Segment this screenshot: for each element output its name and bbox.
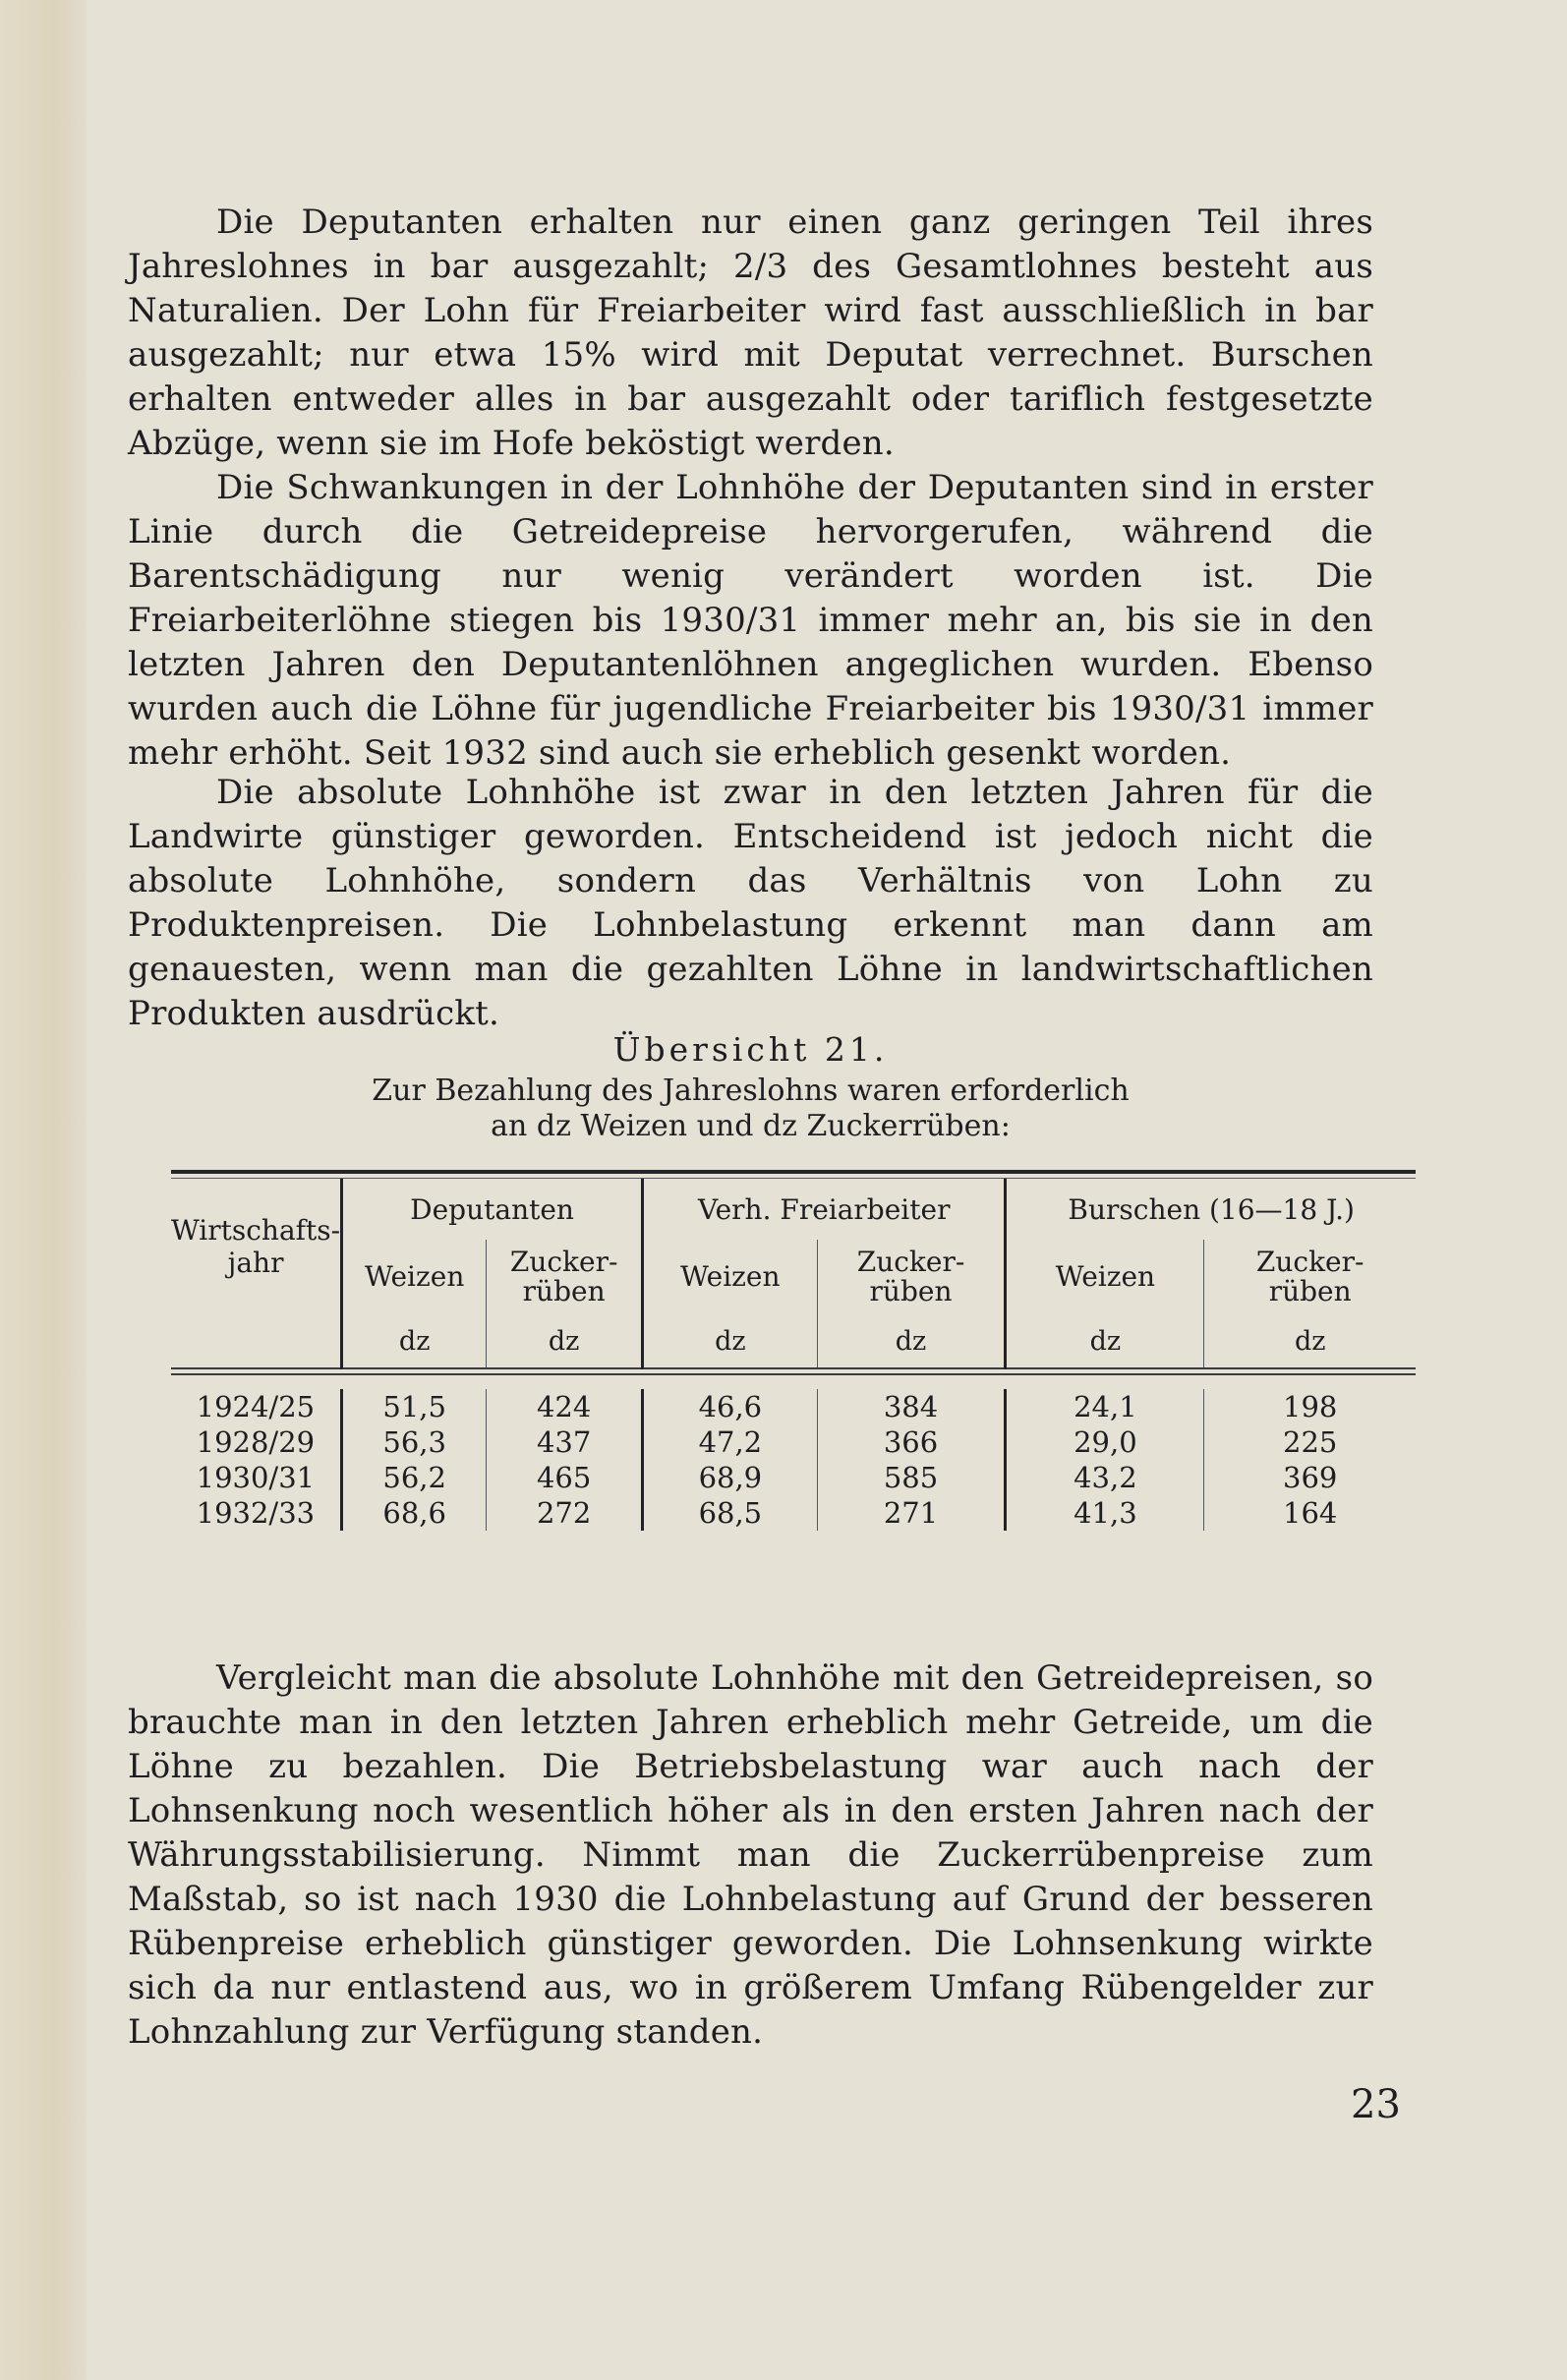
cell-weizen: 51,5	[342, 1389, 487, 1424]
table-subtitle	[128, 1074, 1373, 1144]
book-gutter	[0, 0, 88, 2380]
header-unit: dz	[1006, 1314, 1204, 1368]
paragraph-text: Vergleicht man die absolute Lohnhöhe mit den Getreidepreisen, so brauchte man in den letzten Jahren erheblich mehr Getreide, um die Löhne zu bezahlen. Die Betriebsbelastung war auch nach der Lohnsenkung noch wesentlich höher als in den ersten Jahren nach der Währungsstabilisierung. Nimmt man die Zuckerrübenpreise zum Maßstab, so ist nach 1930 die Lohnbelastung auf Grund der besseren Rübenpreise erheblich günstiger geworden. Die Lohnsenkung wirkte sich da nur entlastend aus, wo in größerem Umfang Rübengelder zur Lohnzahlung zur Verfügung standen.	[128, 1658, 1373, 2052]
table-title: Übersicht 21.	[612, 1030, 889, 1069]
header-year-line-1: Wirtschafts-	[171, 1214, 341, 1247]
header-year	[171, 1179, 342, 1314]
table-body	[171, 1389, 1416, 1531]
header-weizen: Weizen	[342, 1240, 487, 1314]
paragraph-1	[128, 201, 1373, 466]
header-year-line-2: jahr	[227, 1247, 284, 1279]
header-zuckerrueben	[1204, 1240, 1416, 1314]
header-weizen: Weizen	[1006, 1240, 1204, 1314]
header-zucker-line-2: rüben	[869, 1275, 953, 1307]
cell-weizen: 24,1	[1006, 1389, 1204, 1424]
cell-zuckerrueben: 369	[1204, 1460, 1416, 1495]
table-subtitle-line-1: Zur Bezahlung des Jahreslohns waren erforderlich	[372, 1074, 1130, 1108]
cell-zuckerrueben: 272	[487, 1495, 643, 1531]
header-group-burschen: Burschen (16—18 J.)	[1006, 1179, 1416, 1240]
header-unit: dz	[817, 1314, 1006, 1368]
paragraph-text: Die Schwankungen in der Lohnhöhe der Deputanten sind in erster Linie durch die Getreidepreise hervorgerufen, während die Barentschädigung nur wenig verändert worden ist. Die Freiarbeiterlöhne stiegen bis 1930/31 immer mehr an, bis sie in den letzten Jahren den Deputantenlöhnen angeglichen wurden. Ebenso wurden auch die Löhne für jugendliche Freiarbeiter bis 1930/31 immer mehr erhöht. Seit 1932 sind auch sie erheblich gesenkt worden.	[128, 468, 1373, 773]
header-unit: dz	[643, 1314, 818, 1368]
cell-zuckerrueben: 164	[1204, 1495, 1416, 1531]
cell-zuckerrueben: 465	[487, 1460, 643, 1495]
cell-year: 1932/33	[196, 1496, 316, 1530]
cell-year: 1928/29	[196, 1425, 316, 1459]
cell-weizen: 68,9	[643, 1460, 818, 1495]
cell-weizen: 68,6	[342, 1495, 487, 1531]
paragraph-2	[128, 466, 1373, 776]
header-zucker-line-1: Zucker-	[509, 1246, 618, 1278]
header-zucker-line-2: rüben	[522, 1275, 606, 1307]
header-zucker-line-1: Zucker-	[856, 1246, 965, 1278]
header-unit: dz	[487, 1314, 643, 1368]
cell-weizen: 68,5	[643, 1495, 818, 1531]
cell-weizen: 43,2	[1006, 1460, 1204, 1495]
cell-zuckerrueben: 424	[487, 1389, 643, 1424]
data-table	[171, 1170, 1416, 1531]
cell-zuckerrueben: 198	[1204, 1389, 1416, 1424]
cell-weizen: 56,3	[342, 1424, 487, 1460]
book-page	[87, 0, 1567, 2380]
paragraph-4	[128, 1656, 1373, 2055]
cell-weizen: 41,3	[1006, 1495, 1204, 1531]
header-weizen: Weizen	[643, 1240, 818, 1314]
header-zuckerrueben	[817, 1240, 1006, 1314]
cell-zuckerrueben: 225	[1204, 1424, 1416, 1460]
cell-year: 1924/25	[196, 1390, 316, 1423]
table-row	[171, 1424, 1416, 1460]
header-double-rule	[171, 1374, 1416, 1389]
cell-weizen: 46,6	[643, 1389, 818, 1424]
paragraph-text: Die Deputanten erhalten nur einen ganz geringen Teil ihres Jahreslohnes in bar ausgezahlt; 2/3 des Gesamtlohnes besteht aus Naturalien. Der Lohn für Freiarbeiter wird fast ausschließlich in bar ausgezahlt; nur etwa 15% wird mit Deputat verrechnet. Burschen erhalten entweder alles in bar ausgezahlt oder tariflich festgesetzte Abzüge, wenn sie im Hofe beköstigt werden.	[128, 203, 1373, 463]
cell-year: 1930/31	[196, 1461, 316, 1494]
table-row	[171, 1495, 1416, 1531]
paragraph-3	[128, 771, 1373, 1036]
table-row	[171, 1389, 1416, 1424]
table-row	[171, 1460, 1416, 1495]
cell-weizen: 47,2	[643, 1424, 818, 1460]
header-zucker-line-1: Zucker-	[1255, 1246, 1364, 1278]
header-unit: dz	[342, 1314, 487, 1368]
cell-zuckerrueben: 366	[817, 1424, 1006, 1460]
cell-zuckerrueben: 585	[817, 1460, 1006, 1495]
paragraph-text: Die absolute Lohnhöhe ist zwar in den letzten Jahren für die Landwirte günstiger geworden. Entscheidend ist jedoch nicht die absolute Lohnhöhe, sondern das Verhältnis von Lohn zu Produktenpreisen. Die Lohnbelastung erkennt man dann am genauesten, wenn man die gezahlten Löhne in landwirtschaftlichen Produkten ausdrückt.	[128, 773, 1373, 1033]
header-unit: dz	[1204, 1314, 1416, 1368]
cell-weizen: 56,2	[342, 1460, 487, 1495]
cell-zuckerrueben: 437	[487, 1424, 643, 1460]
cell-zuckerrueben: 271	[817, 1495, 1006, 1531]
header-group-freiarbeiter: Verh. Freiarbeiter	[643, 1179, 1006, 1240]
cell-weizen: 29,0	[1006, 1424, 1204, 1460]
page-number: 23	[1351, 2082, 1401, 2127]
header-unit-empty	[171, 1314, 342, 1368]
header-group-deputanten: Deputanten	[342, 1179, 643, 1240]
table-top-rule	[171, 1170, 1416, 1174]
cell-zuckerrueben: 384	[817, 1389, 1006, 1424]
header-zuckerrueben	[487, 1240, 643, 1314]
table-subtitle-line-2: an dz Weizen und dz Zuckerrüben:	[491, 1109, 1011, 1143]
header-zucker-line-2: rüben	[1268, 1275, 1352, 1307]
